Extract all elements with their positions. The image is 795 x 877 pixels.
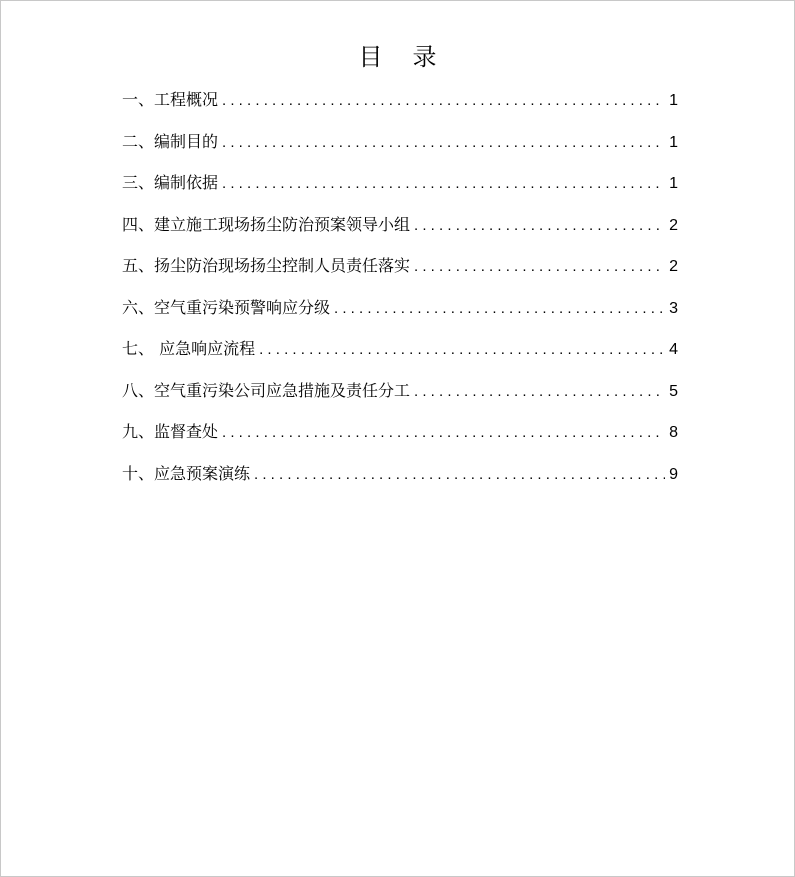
toc-entry-page: 8: [669, 424, 678, 441]
toc-entry-label: 二、编制目的: [122, 131, 219, 151]
toc-entry[interactable]: [122, 418, 678, 460]
toc-entry-page: 9: [669, 465, 678, 483]
toc-entry-page: 1: [669, 92, 678, 109]
toc-entry-page: 2: [669, 258, 678, 275]
toc-title: 目录: [358, 43, 467, 71]
toc-entry[interactable]: [122, 169, 678, 211]
toc-entry-label: 九、监督查处: [122, 422, 219, 441]
toc-entry-page: 3: [669, 299, 678, 317]
toc-dot-leader: [414, 378, 665, 406]
toc-dot-leader: [254, 461, 665, 489]
toc-entry[interactable]: [122, 377, 678, 419]
toc-dot-leader: [222, 87, 665, 115]
toc-entry[interactable]: [122, 294, 678, 336]
toc-list: [122, 86, 678, 501]
toc-dot-leader: [414, 212, 665, 240]
toc-entry-page: 1: [669, 133, 678, 151]
toc-dot-leader: [222, 419, 665, 447]
toc-entry[interactable]: [122, 211, 678, 253]
toc-entry-label: 六、空气重污染预警响应分级: [122, 297, 331, 317]
toc-entry[interactable]: [122, 86, 678, 128]
toc-entry-label: 七、 应急响应流程: [122, 339, 256, 358]
toc-entry-page: 2: [669, 216, 678, 234]
toc-entry[interactable]: [122, 335, 678, 377]
toc-entry-label: 五、扬尘防治现场扬尘控制人员责任落实: [122, 256, 411, 275]
toc-entry-label: 一、工程概况: [122, 90, 219, 109]
toc-entry-label: 四、建立施工现场扬尘防治预案领导小组: [122, 214, 411, 234]
toc-entry-page: 5: [669, 382, 678, 400]
toc-entry-page: 4: [669, 341, 678, 358]
toc-entry-page: 1: [669, 175, 678, 192]
toc-entry[interactable]: [122, 252, 678, 294]
toc-entry-label: 八、空气重污染公司应急措施及责任分工: [122, 380, 411, 400]
toc-dot-leader: [259, 336, 665, 364]
toc-dot-leader: [222, 129, 665, 157]
toc-entry-label: 十、应急预案演练: [122, 463, 251, 483]
toc-entry[interactable]: [122, 460, 678, 502]
toc-entry[interactable]: [122, 128, 678, 170]
toc-entry-label: 三、编制依据: [122, 173, 219, 192]
toc-dot-leader: [334, 295, 665, 323]
toc-dot-leader: [222, 170, 665, 198]
toc-dot-leader: [414, 253, 665, 281]
